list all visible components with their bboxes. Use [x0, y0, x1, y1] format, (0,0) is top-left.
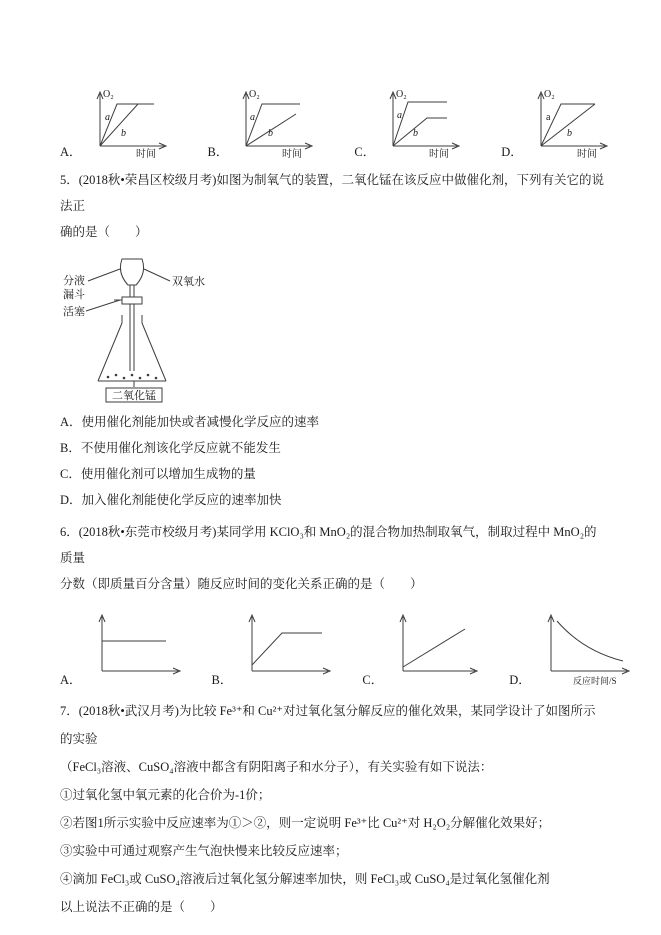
question-6-stem-line-1: 6．(2018秋•东莞市校级月考)某同学用 KClO₃和 MnO₂的混合物加热制取氧气，制取过程中 MnO₂的质量 [60, 525, 597, 565]
curve-a-line [246, 104, 300, 146]
o2-time-graph-c [379, 84, 467, 159]
curve-line [252, 633, 322, 665]
flask-neck [122, 315, 142, 323]
inner-tube [130, 315, 134, 371]
graph-option-d [501, 84, 615, 159]
question-4-answer-graphs [60, 84, 606, 159]
powder-dot [107, 376, 110, 379]
stopcock-leader-line [86, 300, 120, 311]
flask-body [98, 323, 166, 381]
graph-option-c [362, 607, 483, 687]
o2-axis-label: O₂ [543, 89, 555, 100]
question-7-item-4: ④滴加 FeCl₃或 CuSO₄溶液后过氧化氢分解速率加快，则 FeCl₃或 CuSO₄是过氧化氢催化剂 [60, 872, 550, 886]
funnel-leader-line [88, 269, 120, 281]
o2-time-graph-a [86, 84, 174, 159]
funnel-stem-upper [130, 285, 134, 297]
question-6-stem-line-2: 分数（即质量百分含量）随反应时间的变化关系正确的是（ ） [60, 577, 423, 591]
graph-option-b [208, 84, 321, 159]
question-5-option-d: D．加入催化剂能使化学反应的速率加快 [60, 493, 282, 507]
o2-time-graph-d [527, 84, 615, 159]
graph-option-a [60, 84, 174, 159]
curve-b-label: b [566, 128, 572, 139]
stopcock-label: 活塞 [63, 306, 85, 318]
question-7-item-1: ①过氧化氢中氧元素的化合价为-1价； [60, 788, 271, 802]
oxygen-apparatus-figure [60, 251, 606, 403]
curve-a-label: a [397, 110, 403, 121]
question-5-option-a: A．使用催化剂能加快或者减慢化学反应的速率 [60, 415, 320, 429]
o2-axis-label: O₂ [396, 89, 407, 100]
graph-option-c [354, 84, 467, 159]
apparatus-diagram [60, 251, 235, 403]
o2-time-graph-b [232, 84, 320, 159]
question-5-stem-line-1: 5．(2018秋•荣昌区校级月考)如图为制氧气的装置，二氧化锰在该反应中做催化剂，下列有关它的说法正 [60, 173, 604, 213]
question-5-option-c: C．使用催化剂可以增加生成物的量 [60, 467, 256, 481]
curve-a-label: a [250, 112, 256, 123]
time-axis-label: 时间 [429, 149, 450, 159]
separating-funnel-bulb [120, 259, 143, 285]
powder-dot [147, 374, 150, 377]
option-a-label: A． [60, 145, 82, 159]
powder-dot [155, 377, 158, 380]
powder-dot [123, 377, 126, 380]
mass-fraction-graph-d [535, 607, 635, 687]
curve-b-label: b [413, 128, 419, 139]
graph-option-d [509, 607, 635, 687]
mass-fraction-graph-c [387, 607, 483, 687]
reaction-time-axis-label: 反应时间/S [572, 676, 617, 686]
funnel-stem-lower [130, 304, 134, 315]
funnel-label-line2: 漏斗 [63, 289, 85, 301]
curve-a-label: a [545, 112, 551, 123]
curve-b-label: b [120, 128, 126, 139]
graph-option-b [212, 607, 337, 687]
curve-a-line [100, 104, 154, 146]
mass-fraction-graph-b [236, 607, 336, 687]
question-7-stem-line-1: 7．(2018秋•武汉月考)为比较 Fe³⁺和 Cu²⁺对过氧化氢分解反应的催化效果，某同学设计了如图所示的实验 [60, 704, 596, 746]
mno2-label: 二氧化锰 [112, 390, 156, 402]
o2-axis-label: O₂ [102, 89, 114, 100]
curve-b-label: b [268, 128, 274, 139]
option-d-label: D． [509, 673, 531, 687]
question-7-closing: 以上说法不正确的是（ ） [60, 900, 223, 914]
peroxide-leader-line [144, 269, 170, 281]
time-axis-label: 时间 [576, 149, 597, 159]
mass-fraction-graph-a [86, 607, 186, 687]
powder-dot [115, 374, 118, 377]
o2-axis-label: O₂ [249, 89, 261, 100]
powder-dot [139, 377, 142, 380]
option-b-label: B． [207, 145, 229, 159]
funnel-label-line1: 分液 [63, 275, 85, 287]
option-a-label: A． [60, 673, 82, 687]
option-b-label: B． [211, 673, 233, 687]
question-7-stem-line-2: （FeCl₃溶液、CuSO₄溶液中都含有阴阳离子和水分子），有关实验有如下说法： [60, 760, 493, 774]
option-d-label: D． [501, 145, 523, 159]
powder-dot [131, 374, 134, 377]
time-axis-label: 时间 [135, 149, 156, 159]
question-7-item-2: ②若图1所示实验中反应速率为①＞②，则一定说明 Fe³⁺比 Cu²⁺对 H₂O₂分解催化效果好； [60, 816, 551, 830]
curve-line [403, 629, 465, 667]
option-c-label: C． [362, 673, 384, 687]
time-axis-label: 时间 [282, 149, 303, 159]
graph-option-a [60, 607, 186, 687]
question-7-item-3: ③实验中可通过观察产生气泡快慢来比较反应速率； [60, 844, 348, 858]
curve-b-line [541, 104, 595, 146]
question-5-stem-line-2: 确的是（ ） [60, 225, 148, 239]
option-c-label: C． [354, 145, 376, 159]
question-5-option-b: B．不使用催化剂该化学反应就不能发生 [60, 441, 281, 455]
curve-a-label: a [104, 112, 110, 123]
curve-line [557, 621, 623, 661]
peroxide-label: 双氧水 [172, 276, 205, 288]
question-6-answer-graphs [60, 607, 617, 687]
stopcock [122, 297, 142, 304]
